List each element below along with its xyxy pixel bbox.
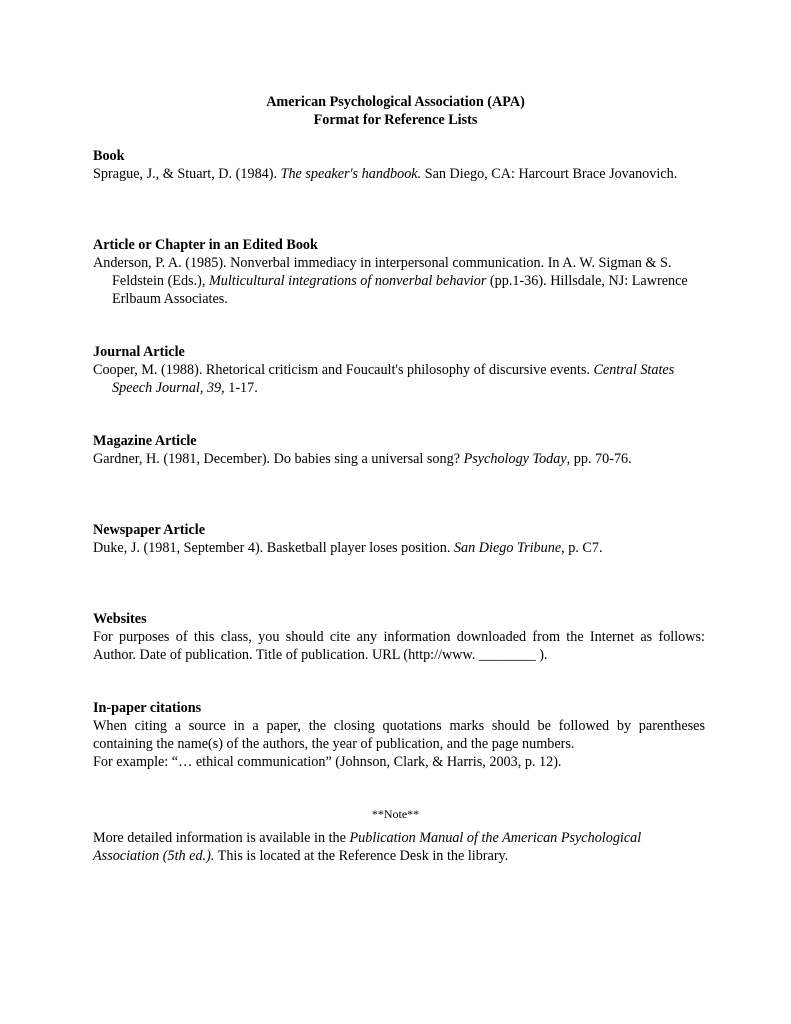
note-lead: More detailed information is available in the bbox=[93, 830, 350, 846]
ref-pages: , pp. 70-76. bbox=[566, 451, 632, 467]
ref-title: Multicultural integrations of nonverbal behavior bbox=[208, 273, 487, 289]
websites-text: For purposes of this class, you should cite any information downloaded from the Internet as follows: Author. Date of publication. Title of publication. URL (http://www. ________ ). bbox=[93, 629, 705, 663]
section-heading: Websites bbox=[93, 611, 147, 627]
section-magazine bbox=[93, 432, 705, 468]
ref-author: Anderson, P. A. (1985). Nonverbal immediacy in interpersonal communication. In A. W. Sigman & S. Feldstein (Eds.), bbox=[93, 255, 672, 289]
section-newspaper bbox=[93, 521, 705, 557]
section-citations bbox=[93, 699, 705, 771]
section-chapter bbox=[93, 236, 705, 308]
section-heading: Magazine Article bbox=[93, 433, 197, 449]
note-text bbox=[93, 829, 705, 865]
reference-entry bbox=[93, 539, 705, 557]
section-heading: Article or Chapter in an Edited Book bbox=[93, 237, 318, 253]
section-heading: In-paper citations bbox=[93, 700, 202, 716]
section-book bbox=[93, 147, 705, 183]
note-location: This is located at the Reference Desk in the library. bbox=[214, 848, 509, 864]
document-subtitle: Format for Reference Lists bbox=[313, 112, 478, 128]
ref-author: Duke, J. (1981, September 4). Basketball player loses position. bbox=[93, 540, 454, 556]
document-title: American Psychological Association (APA) bbox=[266, 94, 525, 110]
reference-entry bbox=[93, 361, 705, 397]
reference-entry bbox=[93, 254, 705, 308]
ref-pages: , p. C7. bbox=[561, 540, 603, 556]
ref-title: San Diego Tribune bbox=[453, 540, 562, 556]
citations-example: For example: “… ethical communication” (Johnson, Clark, & Harris, 2003, p. 12). bbox=[93, 754, 562, 770]
ref-publisher: San Diego, CA: Harcourt Brace Jovanovich. bbox=[421, 166, 678, 182]
note-manual-title: Publication Manual of the American Psychological Association (5th ed.). bbox=[93, 830, 642, 864]
note-label: **Note** bbox=[371, 807, 420, 821]
section-websites bbox=[93, 610, 705, 664]
ref-title: The speaker's handbook. bbox=[280, 166, 422, 182]
ref-pages: , 1-17. bbox=[221, 380, 258, 396]
ref-author: Cooper, M. (1988). Rhetorical criticism and Foucault's philosophy of discursive events. bbox=[93, 362, 594, 378]
ref-title: Psychology Today bbox=[463, 451, 567, 467]
reference-entry bbox=[93, 450, 705, 468]
section-journal bbox=[93, 343, 705, 397]
ref-publisher: (pp.1-36). Hillsdale, NJ: Lawrence Erlbaum Associates. bbox=[112, 273, 688, 307]
citations-text: When citing a source in a paper, the closing quotations marks should be followed by parentheses containing the name(s) of the authors, the year of publication, and the page numbers. bbox=[93, 718, 705, 752]
ref-title: Central States Speech Journal, 39 bbox=[112, 362, 675, 396]
ref-author: Sprague, J., & Stuart, D. (1984). bbox=[93, 166, 281, 182]
ref-author: Gardner, H. (1981, December). Do babies sing a universal song? bbox=[93, 451, 464, 467]
section-heading: Journal Article bbox=[93, 344, 185, 360]
reference-entry bbox=[93, 165, 705, 183]
section-heading: Newspaper Article bbox=[93, 522, 206, 538]
section-heading: Book bbox=[93, 148, 125, 164]
